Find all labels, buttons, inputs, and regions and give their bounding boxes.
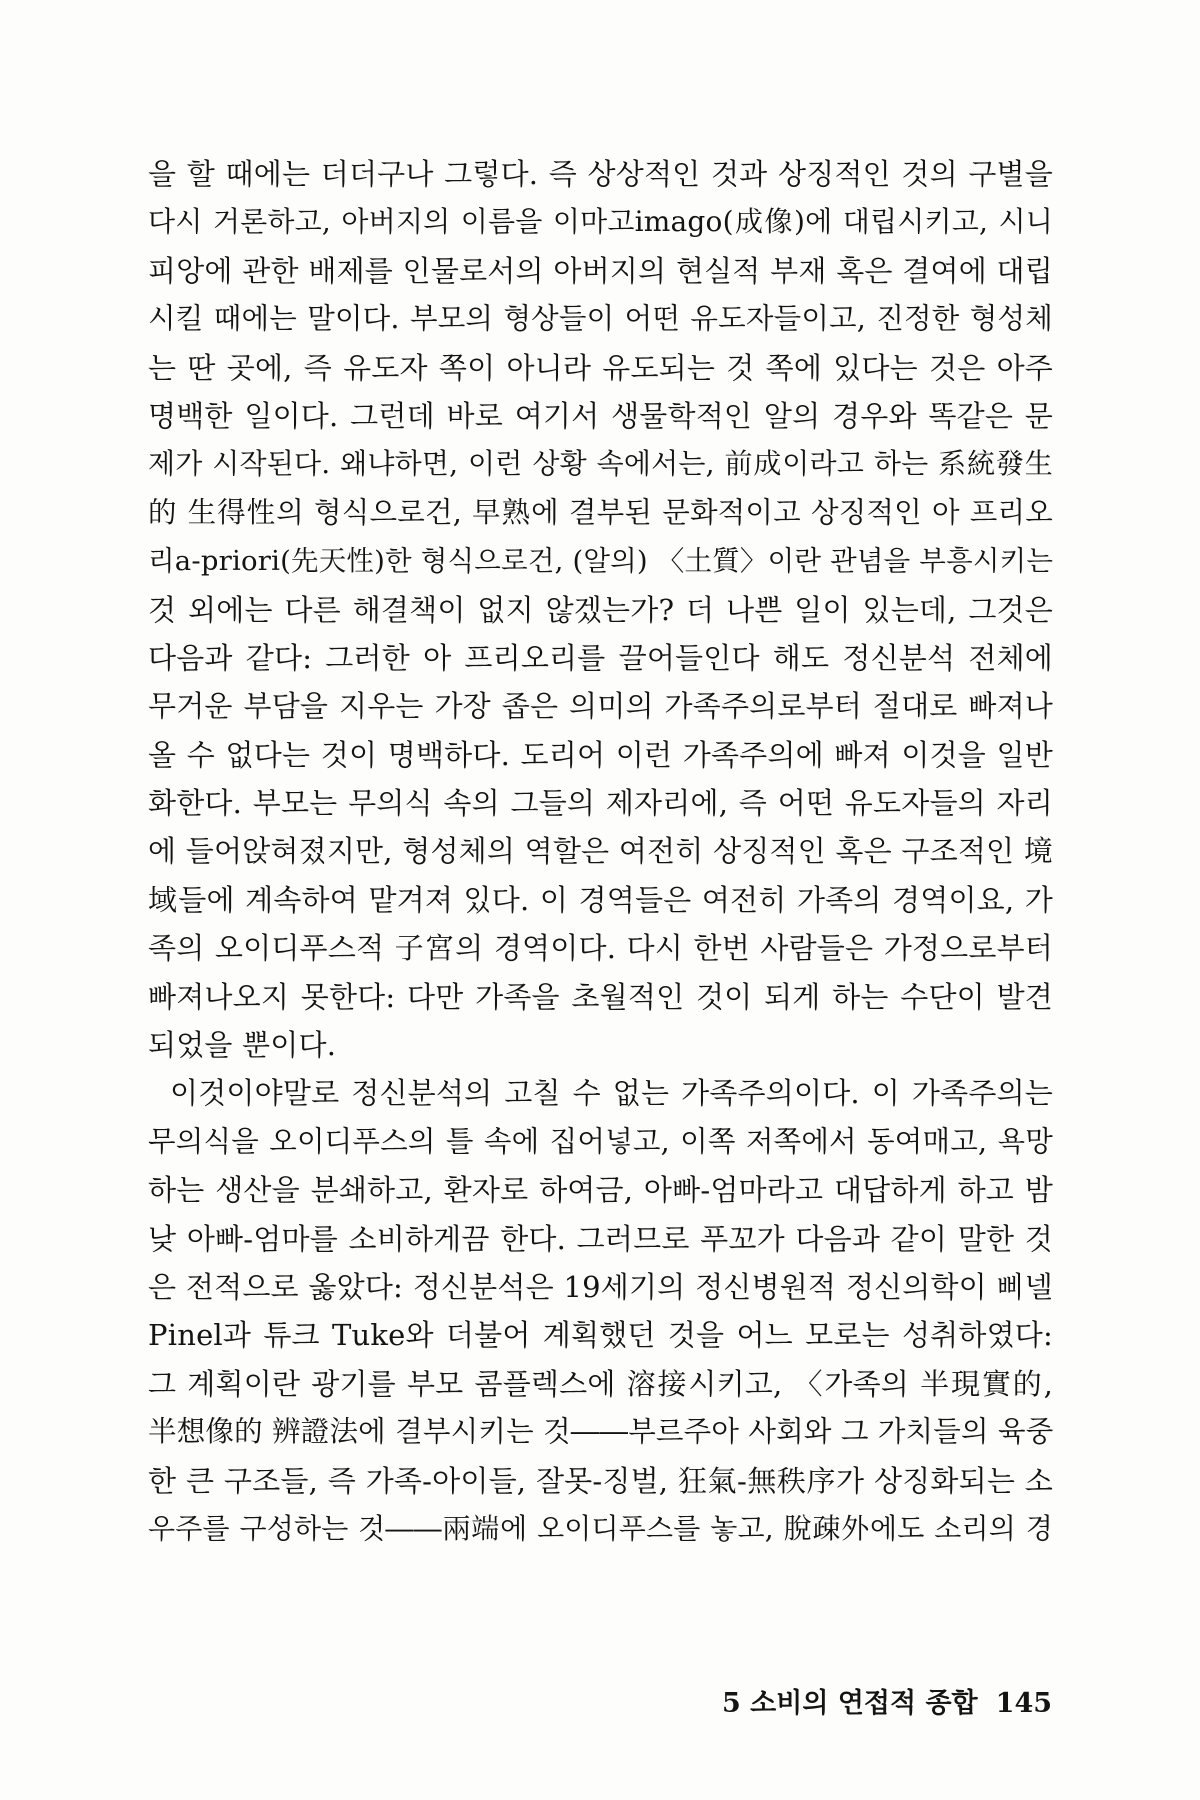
text-line: 한 큰 구조들, 즉 가족-아이들, 잘못-징벌, 狂氣-無秩序가 상징화되는 소 [148,1463,1053,1498]
text-line: 무거운 부담을 지우는 가장 좁은 의미의 가족주의로부터 절대로 빠져나 [148,689,1053,724]
text-line: 명백한 일이다. 그런데 바로 여기서 생물학적인 알의 경우와 똑같은 문 [148,398,1053,433]
text-line: 的 生得性의 형식으로건, 早熟에 결부된 문화적이고 상징적인 아 프리오 [148,495,1053,529]
paragraph-start-line: 이것이야말로 정신분석의 고칠 수 없는 가족주의이다. 이 가족주의는 [170,1076,1053,1111]
text-line: 피앙에 관한 배제를 인물로서의 아버지의 현실적 부재 혹은 결여에 대립 [148,253,1053,288]
text-line: 다시 거론하고, 아버지의 이름을 이마고imago(成像)에 대립시키고, 시니 [148,205,1053,239]
running-footer-chapter: 5 소비의 연접적 종합 [722,1688,978,1719]
text-line: 은 전적으로 옳았다: 정신분석은 19세기의 정신병원적 정신의학이 삐넬 [148,1269,1053,1304]
text-line: 빠져나오지 못한다: 다만 가족을 초월적인 것이 되게 하는 수단이 발견 [148,979,1053,1014]
text-line: 다음과 같다: 그러한 아 프리오리를 끌어들인다 해도 정신분석 전체에 [148,640,1053,675]
text-line: 시킬 때에는 말이다. 부모의 형상들이 어떤 유도자들이고, 진정한 형성체 [148,302,1053,336]
text-line: 에 들어앉혀졌지만, 형성체의 역할은 여전히 상징적인 혹은 구조적인 境 [148,834,1053,869]
text-line: 족의 오이디푸스적 子宮의 경역이다. 다시 한번 사람들은 가정으로부터 [148,931,1053,966]
text-line: 그 계획이란 광기를 부모 콤플렉스에 溶接시키고, 〈가족의 半現實的, [148,1366,1053,1401]
text-line: 무의식을 오이디푸스의 틀 속에 집어넣고, 이쪽 저쪽에서 동여매고, 욕망 [148,1124,1053,1158]
text-line: 올 수 없다는 것이 명백하다. 도리어 이런 가족주의에 빠져 이것을 일반 [148,737,1053,772]
text-line: 을 할 때에는 더더구나 그렇다. 즉 상상적인 것과 상징적인 것의 구별을 [148,157,1053,191]
text-line: 는 딴 곳에, 즉 유도자 쪽이 아니라 유도되는 것 쪽에 있다는 것은 아주 [148,350,1053,385]
text-line: 제가 시작된다. 왜냐하면, 이런 상황 속에서는, 前成이라고 하는 系統發生 [148,447,1053,481]
body-text [148,150,1053,1553]
paragraph-end-line: 되었을 뿐이다. [148,1028,337,1063]
text-line: 낮 아빠-엄마를 소비하게끔 한다. 그러므로 푸꼬가 다음과 같이 말한 것 [148,1221,1053,1256]
page-number: 145 [995,1688,1053,1719]
page-footer [722,1684,1053,1724]
text-line: 리a-priori(先天性)한 형식으로건, (알의) 〈土質〉이란 관념을 부흥시키는 [148,545,1053,578]
text-line: 半想像的 辨證法에 결부시키는 것――부르주아 사회와 그 가치들의 육중 [148,1415,1053,1449]
text-line: 하는 생산을 분쇄하고, 환자로 하여금, 아빠-엄마라고 대답하게 하고 밤 [148,1173,1053,1208]
text-line: Pinel과 튜크 Tuke와 더불어 계획했던 것을 어느 모로는 성취하였다: [148,1318,1053,1353]
text-line: 域들에 계속하여 맡겨져 있다. 이 경역들은 여전히 가족의 경역이요, 가 [148,882,1053,917]
text-line: 우주를 구성하는 것――兩端에 오이디푸스를 놓고, 脫疎外에도 소리의 경 [148,1511,1053,1545]
text-line: 화한다. 부모는 무의식 속의 그들의 제자리에, 즉 어떤 유도자들의 자리 [148,786,1053,821]
text-line: 것 외에는 다른 해결책이 없지 않겠는가? 더 나쁜 일이 있는데, 그것은 [148,592,1053,627]
